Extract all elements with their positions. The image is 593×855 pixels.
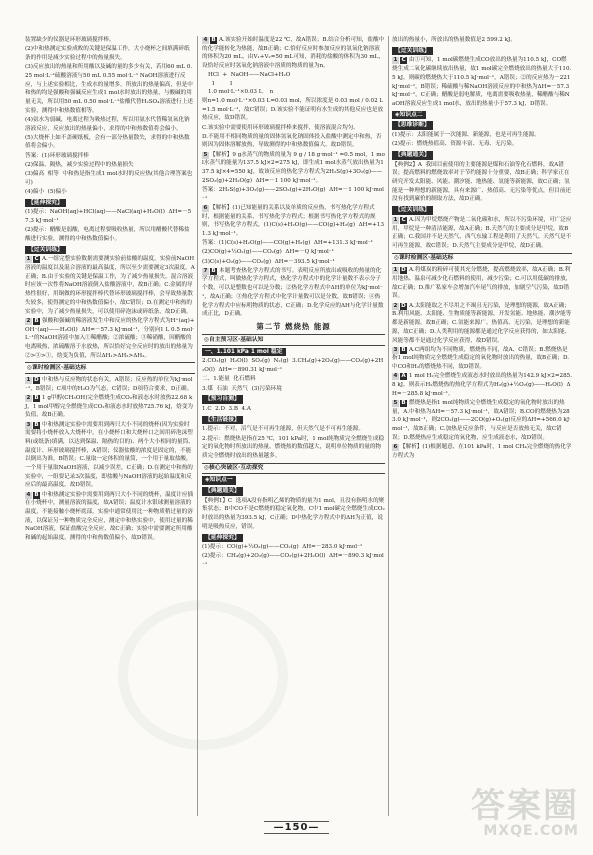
text: 则n=1.0 mol·L⁻¹×0.03 L=0.03 mol，所以浓度是 0.03 mol / 0.02 L =1.5 mol·L⁻¹，故C错误；D.该实验不能证明有水生成的其他反应也是放热反应，故D错误。 bbox=[202, 97, 385, 122]
answer-paragraph bbox=[392, 443, 572, 460]
answer-paragraph bbox=[392, 372, 572, 398]
answer-paragraph bbox=[392, 346, 572, 372]
text: ◎课时检测区·基础达标 bbox=[27, 364, 87, 371]
text: ◈知识点二 bbox=[395, 111, 423, 118]
section-label bbox=[202, 487, 243, 496]
text: (1)提示：CO(g)+½O₂(g)——CO₂(g) ΔH=－283.0 kJ·mol⁻¹ bbox=[202, 544, 363, 551]
answer-paragraph bbox=[202, 97, 385, 123]
answer-paragraph bbox=[25, 188, 195, 197]
text: 答案：(1)环形玻璃搅拌棒 bbox=[25, 152, 89, 159]
answer-paragraph bbox=[392, 36, 572, 45]
text: (1)提示：太阳能属于一次能源、新能源，也是可再生能源。 bbox=[392, 132, 540, 139]
text: 装置缺少的仪器是环形玻璃搅拌棒。 bbox=[25, 37, 115, 43]
text: A.太阳能取之不尽用之不竭且无污染，是理想的能源，故A正确；B.利用风能、太阳能、生物质能等新能源，开发氢能、地热能、潮汐能等都是新能源，故B正确；C.氢能来源广、热值高、无污染，是理想的新能源，故C正确；D.人类利用的能源都是通过化学反应获得的，如太阳能、风能等都不是通过化学反应获得，故D错误。 bbox=[392, 302, 572, 344]
text: 二、1.能量 化石燃料 bbox=[202, 376, 256, 383]
text: (2)提示：CH₄(g)+2O₂(g)——CO₂(g)+2H₂O(l) ΔH=－890.3 kJ·mol⁻¹ bbox=[202, 553, 384, 569]
text: (2)提示：燃烧热值高、资源丰富、无毒、无污染。 bbox=[392, 141, 518, 148]
answer-paragraph bbox=[25, 491, 195, 543]
question-number: 1 bbox=[26, 377, 31, 384]
question-number: 2 bbox=[393, 302, 398, 309]
text: 【过关训练】 bbox=[395, 207, 430, 214]
text: ◎自主预习区·基础认知 bbox=[204, 336, 264, 343]
answer-paragraph bbox=[202, 357, 385, 374]
text: D.不能用不相同物质的量的固体氢氧化钠固体投入盐酸中测定中和热，否则因为固体溶解放热，导致测得的中和热数值偏大，故D错误。 bbox=[202, 133, 382, 149]
question-number: 2 bbox=[26, 394, 31, 401]
text: (2)保温、隔热，减少实验过程中的热量损失 bbox=[25, 161, 134, 168]
question-number: 5 bbox=[203, 151, 208, 158]
section-label bbox=[392, 121, 433, 130]
text: (2)提示：醋酸是弱酸，电离过程要吸收热量，所以用醋酸代替稀盐酸进行实验，测得的中和热数值偏小。 bbox=[25, 227, 190, 242]
section-label bbox=[202, 476, 236, 485]
answer-paragraph bbox=[202, 405, 385, 414]
answer-letter: D bbox=[401, 302, 406, 309]
text: 由①可知，1 mol碳燃烧生成CO放出的热量为110.5 kJ，CO燃烧生成二氧化碳继续放出热量，故1 mol碳完全燃烧放出的热量大于110.5 kJ，则碳的燃烧热大于110.5 kJ·mol⁻¹，A错误；②的反应热为－221 kJ·mol⁻¹，B错误；稀硫酸与稀NaOH溶液反应的中和热为ΔH=－57.3 kJ·mol⁻¹，C正确；醋酸是弱电解质，电离需要吸收热量，稀醋酸与稀NaOH溶液反应生成1 mol水，放出的热量小于57.3 kJ，D错误。 bbox=[392, 57, 573, 107]
answer-letter: B bbox=[401, 346, 406, 353]
text: 【过关训练】 bbox=[28, 246, 63, 253]
question-number: 5 bbox=[393, 399, 398, 406]
question-number: 6 bbox=[393, 443, 398, 450]
text: 中和热与反应物的状态有关，A错误；反应热的单位为kJ·mol⁻¹，B错误；C项中的H₂O为气态，C错误；D项符合要求，D正确。 bbox=[25, 377, 193, 392]
text: 第二节 燃烧热 能源 bbox=[256, 322, 331, 331]
answer-paragraph bbox=[392, 302, 572, 346]
question-number: 1 bbox=[393, 216, 398, 223]
answer-paragraph bbox=[392, 140, 572, 149]
answer-letter: C bbox=[401, 57, 406, 64]
text: 【过关训练】 bbox=[395, 47, 430, 54]
answer-paragraph bbox=[25, 208, 195, 225]
answer-paragraph bbox=[202, 133, 385, 150]
text: (5)大烧杯上如不盖硬纸板，会有一部分热量散失，求得的中和热数值将会偏小。 bbox=[25, 134, 190, 150]
watermark-line1: 答案圈 bbox=[471, 786, 579, 826]
text: 【解析】(1)已知能量的关系以及单质的反应热，书写热化学方程式时，根据能量的关系，书写热化学方程式；根据书写热化学方程式的规则，书写热化学方程式，(1)C(s)+H₂O(g)——CO(g)+H₂(g) ΔH=+131.3 kJ·mol⁻¹。 bbox=[202, 204, 385, 237]
text: 放出的热量小，所放出的热量数值是2 599.2 kJ。 bbox=[392, 37, 516, 43]
section-label bbox=[25, 246, 66, 255]
answer-paragraph bbox=[392, 266, 572, 301]
question-number: 4 bbox=[203, 37, 208, 43]
answer-letter: B bbox=[211, 267, 216, 274]
answer-paragraph bbox=[202, 204, 385, 239]
text: A.该实验开始时温度是22 ℃，故A错误；B.结合分析可知，盐酸中的化学能转化为热能，故B正确；C.恰好反应时参加反应的氢氧化钠溶液的体积为20 mL，由V₁+V₂=50 mL可知，消耗的盐酸的体积为30 mL，设恰好反应时氢氧化钠溶液中溶质的物质的量为n。 bbox=[202, 37, 385, 70]
answer-paragraph bbox=[202, 151, 385, 186]
text: 【生活链接】 bbox=[205, 416, 240, 423]
section-label bbox=[202, 416, 243, 425]
answer-letter: B bbox=[211, 37, 216, 43]
answer-paragraph bbox=[25, 376, 195, 393]
answer-paragraph bbox=[25, 170, 195, 187]
answer-paragraph bbox=[202, 258, 385, 267]
answer-letter: B bbox=[34, 317, 39, 324]
text: 2.提示：燃烧热是指在25 ℃，101 kPa时，1 mol纯物质完全燃烧生成稳定的氧化物时所放出的热量。燃烧热的数值越大，说明单位物质的量的物质完全燃烧时放出的热量越多。 bbox=[202, 435, 385, 459]
text: 中和热测定实验中需要用到两只大小不同的烧杯，温度计应插在小烧杯中，测量溶液的温度，故A错误；温度计水银球测量溶液的温度，不能接触小烧杯底部，实验中通常使用比一种物质稍过量的溶液，以保证另一种物质完全反应，测定中和热实验中，使用过量的稀NaOH溶液，保证盐酸完全反应，故C正确；实验中需要测定所用酸和碱的起始温度，测得的中和热数值偏小，故D错误。 bbox=[25, 491, 194, 542]
site-watermark-logo bbox=[471, 786, 579, 839]
answer-paragraph bbox=[202, 239, 385, 248]
equation-block bbox=[202, 71, 385, 97]
answer-paragraph bbox=[202, 385, 385, 394]
text: 燃烧热是指1 mol纯物质完全燃烧生成稳定的氧化物时放出的热量，A.中和热为ΔH=－57.3 kJ·mol⁻¹，故A错误；B.CO的燃烧热为283.0 kJ·mol⁻¹，则2CO₂(g)——2CO(g)+O₂(g)反应的ΔH=+566.0 kJ·mol⁻¹，故B正确；C.加热是反应条件，与反应是否放热无关，故C错误；D.燃烧热应生成稳定的氧化物，应生成液态水，故D错误。 bbox=[392, 399, 571, 441]
text: (3)C(s)+O₂(g)——CO₂(g) ΔH=－393.5 kJ·mol⁻¹ bbox=[202, 258, 335, 265]
text: A.一组完整实验数据需要测实验前盐酸的温度，实验前NaOH溶液的温度以及混合溶液的最高温度，所以至少需要测定3次温度，A正确；B.由于实验的关键是保温工作，为了减少热量损失，混合溶液时应该一次性将NaOH溶液倒入盐酸溶液中，故B正确；C.金属的导热性很好，用铜做的环形搅拌棒代替环形玻璃搅拌棒，会导致热量散失较多，使得测定的中和热数值偏小，故C错误；D.在测定中和热的实验中，为了减少热量损失，可以使用碎泡沫或碎纸条，故D正确。 bbox=[25, 256, 195, 315]
text: C.该实验中需要使用环形玻璃搅拌棒来搅拌，使溶液混合均匀。 bbox=[202, 124, 359, 131]
section-band bbox=[392, 253, 572, 265]
answer-paragraph bbox=[25, 255, 195, 316]
text: ◈知识点一 bbox=[205, 477, 233, 484]
answer-paragraph bbox=[392, 216, 572, 251]
text: A.C两组均为不同物质，燃烧热不同，故A、C错误；B.燃烧热是指1 mol纯物质完全燃烧生成稳定的氧化物时放出的热量，故B正确；D.中CO和H₂的燃烧热不同，故D错误。 bbox=[392, 346, 570, 371]
answer-paragraph bbox=[25, 394, 195, 420]
text: 【延伸探究】 bbox=[28, 199, 63, 206]
text: 【思维诊断】 bbox=[395, 122, 430, 129]
answer-letter: C bbox=[401, 216, 406, 223]
section-label bbox=[392, 111, 426, 120]
answer-paragraph bbox=[25, 152, 195, 161]
section-label bbox=[392, 151, 433, 160]
text: (4)偏小 (5)偏小 bbox=[25, 188, 67, 195]
answer-paragraph bbox=[202, 552, 385, 569]
answer-letter: B bbox=[34, 491, 39, 498]
answer-letter: D bbox=[401, 267, 406, 274]
column-right bbox=[392, 36, 572, 816]
question-number: 6 bbox=[203, 204, 208, 211]
answer-paragraph bbox=[25, 226, 195, 243]
question-number: 7 bbox=[203, 267, 208, 274]
text: 【预习自测】 bbox=[205, 396, 240, 403]
text: 【典例1】C 选项A没有指明乙烯的物质的量为1 mol，且没有指明水的聚集状态；B中CO不是C燃烧的稳定氧化物，C中1 mol碳完全燃烧生成CO₂时放出的热量为393.5 kJ，C正确；D中热化学方程式中的ΔH为正值，说明是吸热反应，错误。 bbox=[202, 497, 385, 530]
text: 1 mol H₂完全燃烧生成液态水时放出的热量为142.9 kJ×2=285.8 kJ，则表示H₂燃烧热的热化学方程式为H₂(g)+½O₂(g)——H₂O(l) ΔH=－285.8 kJ·mol⁻¹。 bbox=[392, 373, 573, 397]
text: (1)提示：NaOH(aq)+HCl(aq)——NaCl(aq)+H₂O(l) ΔH=－57.3 kJ·mol⁻¹ bbox=[25, 209, 192, 225]
answer-paragraph bbox=[202, 497, 385, 532]
answer-paragraph bbox=[202, 186, 385, 203]
answer-paragraph bbox=[202, 36, 385, 71]
text: 强酸和强碱的稀溶液发生中和反应的热化学方程式为H⁺(aq)+OH⁻(aq)——H₂O(l) ΔH=－57.3 kJ·mol⁻¹，分别向1 L 0.5 mol·L⁻¹的NaOH溶液中加入①稀醋酸；②浓硫酸；③稀硝酸，因醋酸的电离吸热，浓硫酸溶于水放热，所以恰好完全反应时的放出的热量为②>③>①，焓变为负值，所以ΔH₁>ΔH₃>ΔH₂。 bbox=[25, 317, 195, 359]
chapter-heading bbox=[202, 321, 385, 332]
answer-paragraph bbox=[202, 543, 385, 552]
text: (4)氨水为弱碱，电离过程为吸热过程，所以用氨水代替稀氢氧化钠溶液反应，反应放出的热量偏小，求得的中和热数值将会偏小。 bbox=[25, 116, 190, 132]
answer-letter: A bbox=[401, 373, 406, 380]
column-left bbox=[25, 36, 195, 816]
section-label bbox=[392, 47, 433, 56]
text: 中和热测定实验中需要用到两只大小不同的烧杯(因为实验时需要将小烧杯放入大烧杯中，在小烧杯口和大烧杯口之间用碎泡沫塑料(或纸条)填满，以达到保温、隔热的目的)、两个大小相同的量筒、温度计、环形玻璃搅拌棒，A错误；仪器盐酸的浓度是固定的，不能以倒出为准，B错误；C.量取一定体积的量筒，一个用于量取盐酸，一个用于量取NaOH溶液，以减少误差，C正确；D.在测定中和热的实验中，一组要记录3次温度，即盐酸与NaOH溶液的起始温度和反应后的最高温度，故D错误。 bbox=[25, 421, 194, 489]
text: A.将煤炭的粉碎可使其充分燃烧，提高燃烧效率，故A正确；B.利用地热、温泉可减少化石燃料的使用，减少污染；C.可以用低碳的排放，故C正确；D.推广私家车会增加汽车尾气的排放，加剧空气污染，故D错误。 bbox=[392, 267, 572, 300]
question-number: 1 bbox=[26, 256, 31, 263]
answer-letter: D bbox=[34, 377, 39, 384]
column-divider bbox=[388, 36, 389, 816]
answer-paragraph bbox=[25, 134, 195, 151]
section-label bbox=[202, 534, 243, 543]
question-number: 4 bbox=[26, 491, 31, 498]
text: ◎核心突破区·互动探究 bbox=[204, 465, 264, 472]
text: 1.C 2.D 3.B 4.A bbox=[202, 405, 251, 412]
page-number: —150— bbox=[0, 822, 593, 833]
section-label bbox=[392, 206, 433, 215]
question-number: 3 bbox=[26, 421, 31, 428]
section-label bbox=[202, 348, 286, 357]
answer-paragraph bbox=[202, 124, 385, 133]
answer-paragraph bbox=[25, 36, 195, 45]
text: 【典题通关】 bbox=[205, 488, 240, 495]
text: 1 g甲醇(CH₃OH)完全燃烧生成CO₂和液态水时放热22.68 kJ，1 mol甲醇完全燃烧生成CO₂和液态水时放热725.76 kJ，焓变为负值，故B正确。 bbox=[25, 394, 194, 419]
section-label bbox=[25, 199, 66, 208]
question-number: 2 bbox=[26, 317, 31, 324]
answer-paragraph bbox=[202, 267, 385, 319]
column-middle bbox=[202, 36, 385, 816]
text: 【解析】(1)根据题意，在101 kPa时，1 mol CH₄完全燃烧的热化学方程式为 bbox=[392, 443, 572, 459]
column-divider bbox=[197, 36, 198, 816]
text: (3)偏高 相等 中和热是指生成1 mol水时的反应热(其他合理答案也可) bbox=[25, 171, 193, 186]
text: 一、1.101 kPa 1 mol 稳定 bbox=[205, 348, 283, 355]
answer-paragraph bbox=[25, 161, 195, 170]
question-number: 1 bbox=[393, 57, 398, 64]
text: (3)反应放出的热量和所用酸以及碱的量的多少有关，若用60 mL 0.25 mol·L⁻¹硫酸溶液与50 mL 0.55 mol·L⁻¹ NaOH溶液进行反应，与上述实验相比，生成水的量增多，所放出的热量偏高，但是中和热的均是强酸和强碱反应生成1 mol水时放出的热量，与酸碱的用量无关，所以用50 mL 0.50 mol·L⁻¹盐酸代替H₂SO₄溶液进行上述实验，测得中和热数值相等。 bbox=[25, 64, 193, 114]
answer-paragraph bbox=[392, 56, 572, 108]
text: 答案：2H₂S(g)+3O₂(g)——2SO₂(g)+2H₂O(g) ΔH=－1 100 kJ·mol⁻¹ bbox=[202, 186, 384, 202]
section-label bbox=[202, 395, 243, 404]
question-number: 3 bbox=[393, 346, 398, 353]
text: (2)中和热测定实验成败的关键是保温工作，大小烧杯之间填满碎纸条的作用是减少实验过程中的热量损失。 bbox=[25, 46, 190, 61]
answer-letter: C bbox=[34, 256, 39, 263]
answer-paragraph bbox=[202, 425, 385, 434]
section-band bbox=[202, 334, 385, 346]
answer-paragraph bbox=[392, 161, 572, 205]
watermark-line2: MXQE.COM bbox=[483, 823, 579, 839]
section-band bbox=[25, 362, 195, 374]
question-number: 1 bbox=[393, 267, 398, 274]
answer-paragraph bbox=[202, 435, 385, 461]
answer-letter: B bbox=[34, 421, 39, 428]
answer-letter: B bbox=[34, 394, 39, 401]
text: 2.CO₂(g) H₂O(l) SO₂(g) N₂(g) 3.CH₄(g)+2O₂(g)——CO₂(g)+2H₂O(l) ΔH=－890.31 kJ·mol⁻¹ bbox=[202, 358, 384, 374]
text: (2)CO(g)+½O₂(g)——CO₂(g) ΔH=－Q kJ·mol⁻¹ bbox=[202, 249, 335, 256]
question-number: 4 bbox=[393, 373, 398, 380]
text: 1.提示：不对，沼气是不可再生能源，但天然气是不可再生能源。 bbox=[202, 426, 364, 433]
text: 【典例2】A 我国目前使用的主要能源是煤和石油等化石燃料，故A错误；提高燃料的燃烧效率对于节约能源十分重要，故B正确；科学家正在研究开发太阳能、风能、潮汐能、地热能、氢能等新能源，故C正确；氢能是一种理想的新能源，具有来源广、热值高、无污染等优点，但目前还没有找到廉价的制取方法，故D正确。 bbox=[392, 161, 572, 203]
text: 3.煤 石油 天然气 (3)污染环境 bbox=[202, 385, 282, 392]
text: 【延伸探究】 bbox=[205, 534, 240, 541]
answer-paragraph bbox=[202, 248, 385, 257]
text: 【典题通关】 bbox=[395, 151, 430, 158]
answer-paragraph bbox=[25, 63, 195, 115]
answer-paragraph bbox=[392, 399, 572, 443]
answer-paragraph bbox=[25, 45, 195, 62]
text: 【解析】9 g水蒸气的物质的量为 9 g / 18 g·mol⁻¹ =0.5 mol，1 mol水蒸气的能量为137.5 kJ×2=275 kJ，即生成1 mol水蒸气放出热量为137.5 kJ×4=550 kJ，故该反应的热化学方程式为2H₂S(g)+3O₂(g)——2SO₂(g)+2H₂O(g) ΔH=－1 100 kJ·mol⁻¹。 bbox=[202, 151, 385, 184]
answer-paragraph bbox=[25, 421, 195, 491]
text: 本题考查热化学方程式的书写。表明反应所放出或吸收的热量的化学方程式，叫做热化学方程式，热化学方程式中的化学计量数不表示分子个数，可以是整数也可以是分数；②热化学方程式中ΔH的单位为kJ·mol⁻¹，故A正确；③热化学方程式中化学计量数可以是分数，故B错误；④热化学方程式中应标明物质的状态，C正确；D.化学反应的ΔH与化学计量数成正比，D正确。 bbox=[202, 267, 384, 318]
section-band bbox=[202, 463, 385, 475]
answer-paragraph bbox=[25, 116, 195, 133]
text: ◎课时检测区·基础达标 bbox=[394, 255, 454, 262]
text: A.因为甲烷燃烧产物是二氧化碳和水，所以不污染环境，可广泛应用，甲烷是一种清洁能源，故A正确；B.天然气的主要成分是甲烷，故B正确；C.我国并不是天然气、西气东输工程是利用了天然气、天然气是不可再生能源，故C错误；D.天然气主要成分是甲烷，故D正确。 bbox=[392, 216, 572, 249]
text: HCl + NaOH——NaCl+H₂O 1 1 1.0 mol·L⁻¹×0.03 L n bbox=[208, 71, 291, 96]
answer-paragraph bbox=[392, 131, 572, 140]
answer-letter: B bbox=[401, 399, 406, 406]
answer-paragraph bbox=[25, 317, 195, 361]
answer-paragraph bbox=[202, 375, 385, 384]
text: 答案：(1)C(s)+H₂O(g)——CO(g)+H₂(g) ΔH=+131.3 kJ·mol⁻¹ bbox=[202, 240, 374, 247]
